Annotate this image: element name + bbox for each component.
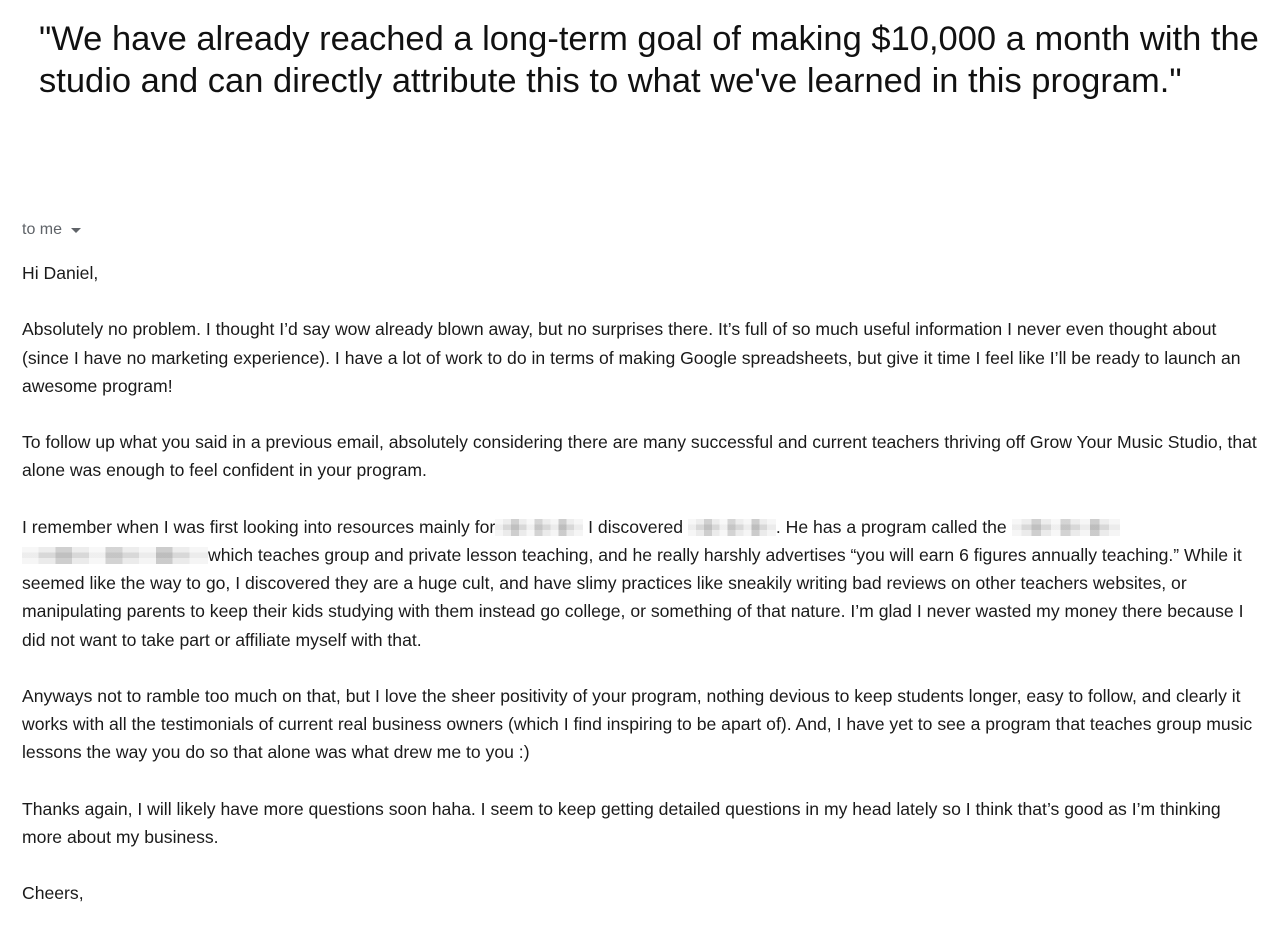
caret-down-icon[interactable]: [71, 228, 81, 233]
paragraph-3-text-3: . He has a program called the: [775, 516, 1012, 537]
email-paragraph-4: Anyways not to ramble too much on that, but I love the sheer positivity of your program, nothing devious to keep students longer, easy to follow, and clearly it works with all the testimonials of current real business owners (which I find inspiring to be apart of). And, I have yet to see a program that teaches group music lessons the way you do so that alone was what drew me to you :): [22, 685, 1253, 763]
email-paragraph-1: Absolutely no problem. I thought I’d say wow already blown away, but no surprises there. It’s full of so much useful information I never even thought about (since I have no marketing experience). I have a lot of work to do in terms of making Google spreadsheets, but give it time I feel like I’ll be ready to launch an awesome program!: [22, 319, 1241, 396]
recipient-label: to me: [22, 221, 63, 238]
email-paragraph-2: To follow up what you said in a previous email, absolutely considering there are many successful and current teachers thriving off Grow Your Music Studio, that alone was enough to feel confident in your program.: [22, 432, 1257, 481]
paragraph-3-text-4: which teaches group and private lesson teaching, and he really harshly advertises “you will earn 6 figures annually teaching.” While it seemed like the way to go, I discovered they are a huge cult, and have slimy practices like sneakily writing bad reviews on other teachers websites, or manipulating parents to keep their kids studying with them instead go college, or something of that nature. I’m glad I never wasted my money there because I did not want to take part or affiliate myself with that.: [22, 544, 1244, 650]
redacted-text: [495, 519, 583, 536]
redacted-program-name-continued: [22, 547, 208, 564]
email-paragraph-5: Thanks again, I will likely have more questions soon haha. I seem to keep getting detailed questions in my head lately so I think that’s good as I’m thinking more about my business.: [22, 798, 1221, 847]
email-paragraph-3: [22, 513, 1262, 654]
email-signoff: Cheers,: [22, 883, 84, 904]
paragraph-3-text-1: I remember when I was first looking into resources mainly for: [22, 516, 496, 537]
paragraph-3-text-2: I discovered: [583, 516, 688, 537]
recipient-details-toggle[interactable]: [22, 220, 81, 240]
email-greeting: Hi Daniel,: [22, 263, 99, 283]
redacted-program-name: [1012, 519, 1120, 536]
redacted-name: [688, 519, 776, 536]
testimonial-headline: "We have already reached a long-term goal of making $10,000 a month with the studio and can directly attribute this to what we've learned in this program.": [39, 20, 1259, 100]
email-body: [22, 259, 1262, 932]
